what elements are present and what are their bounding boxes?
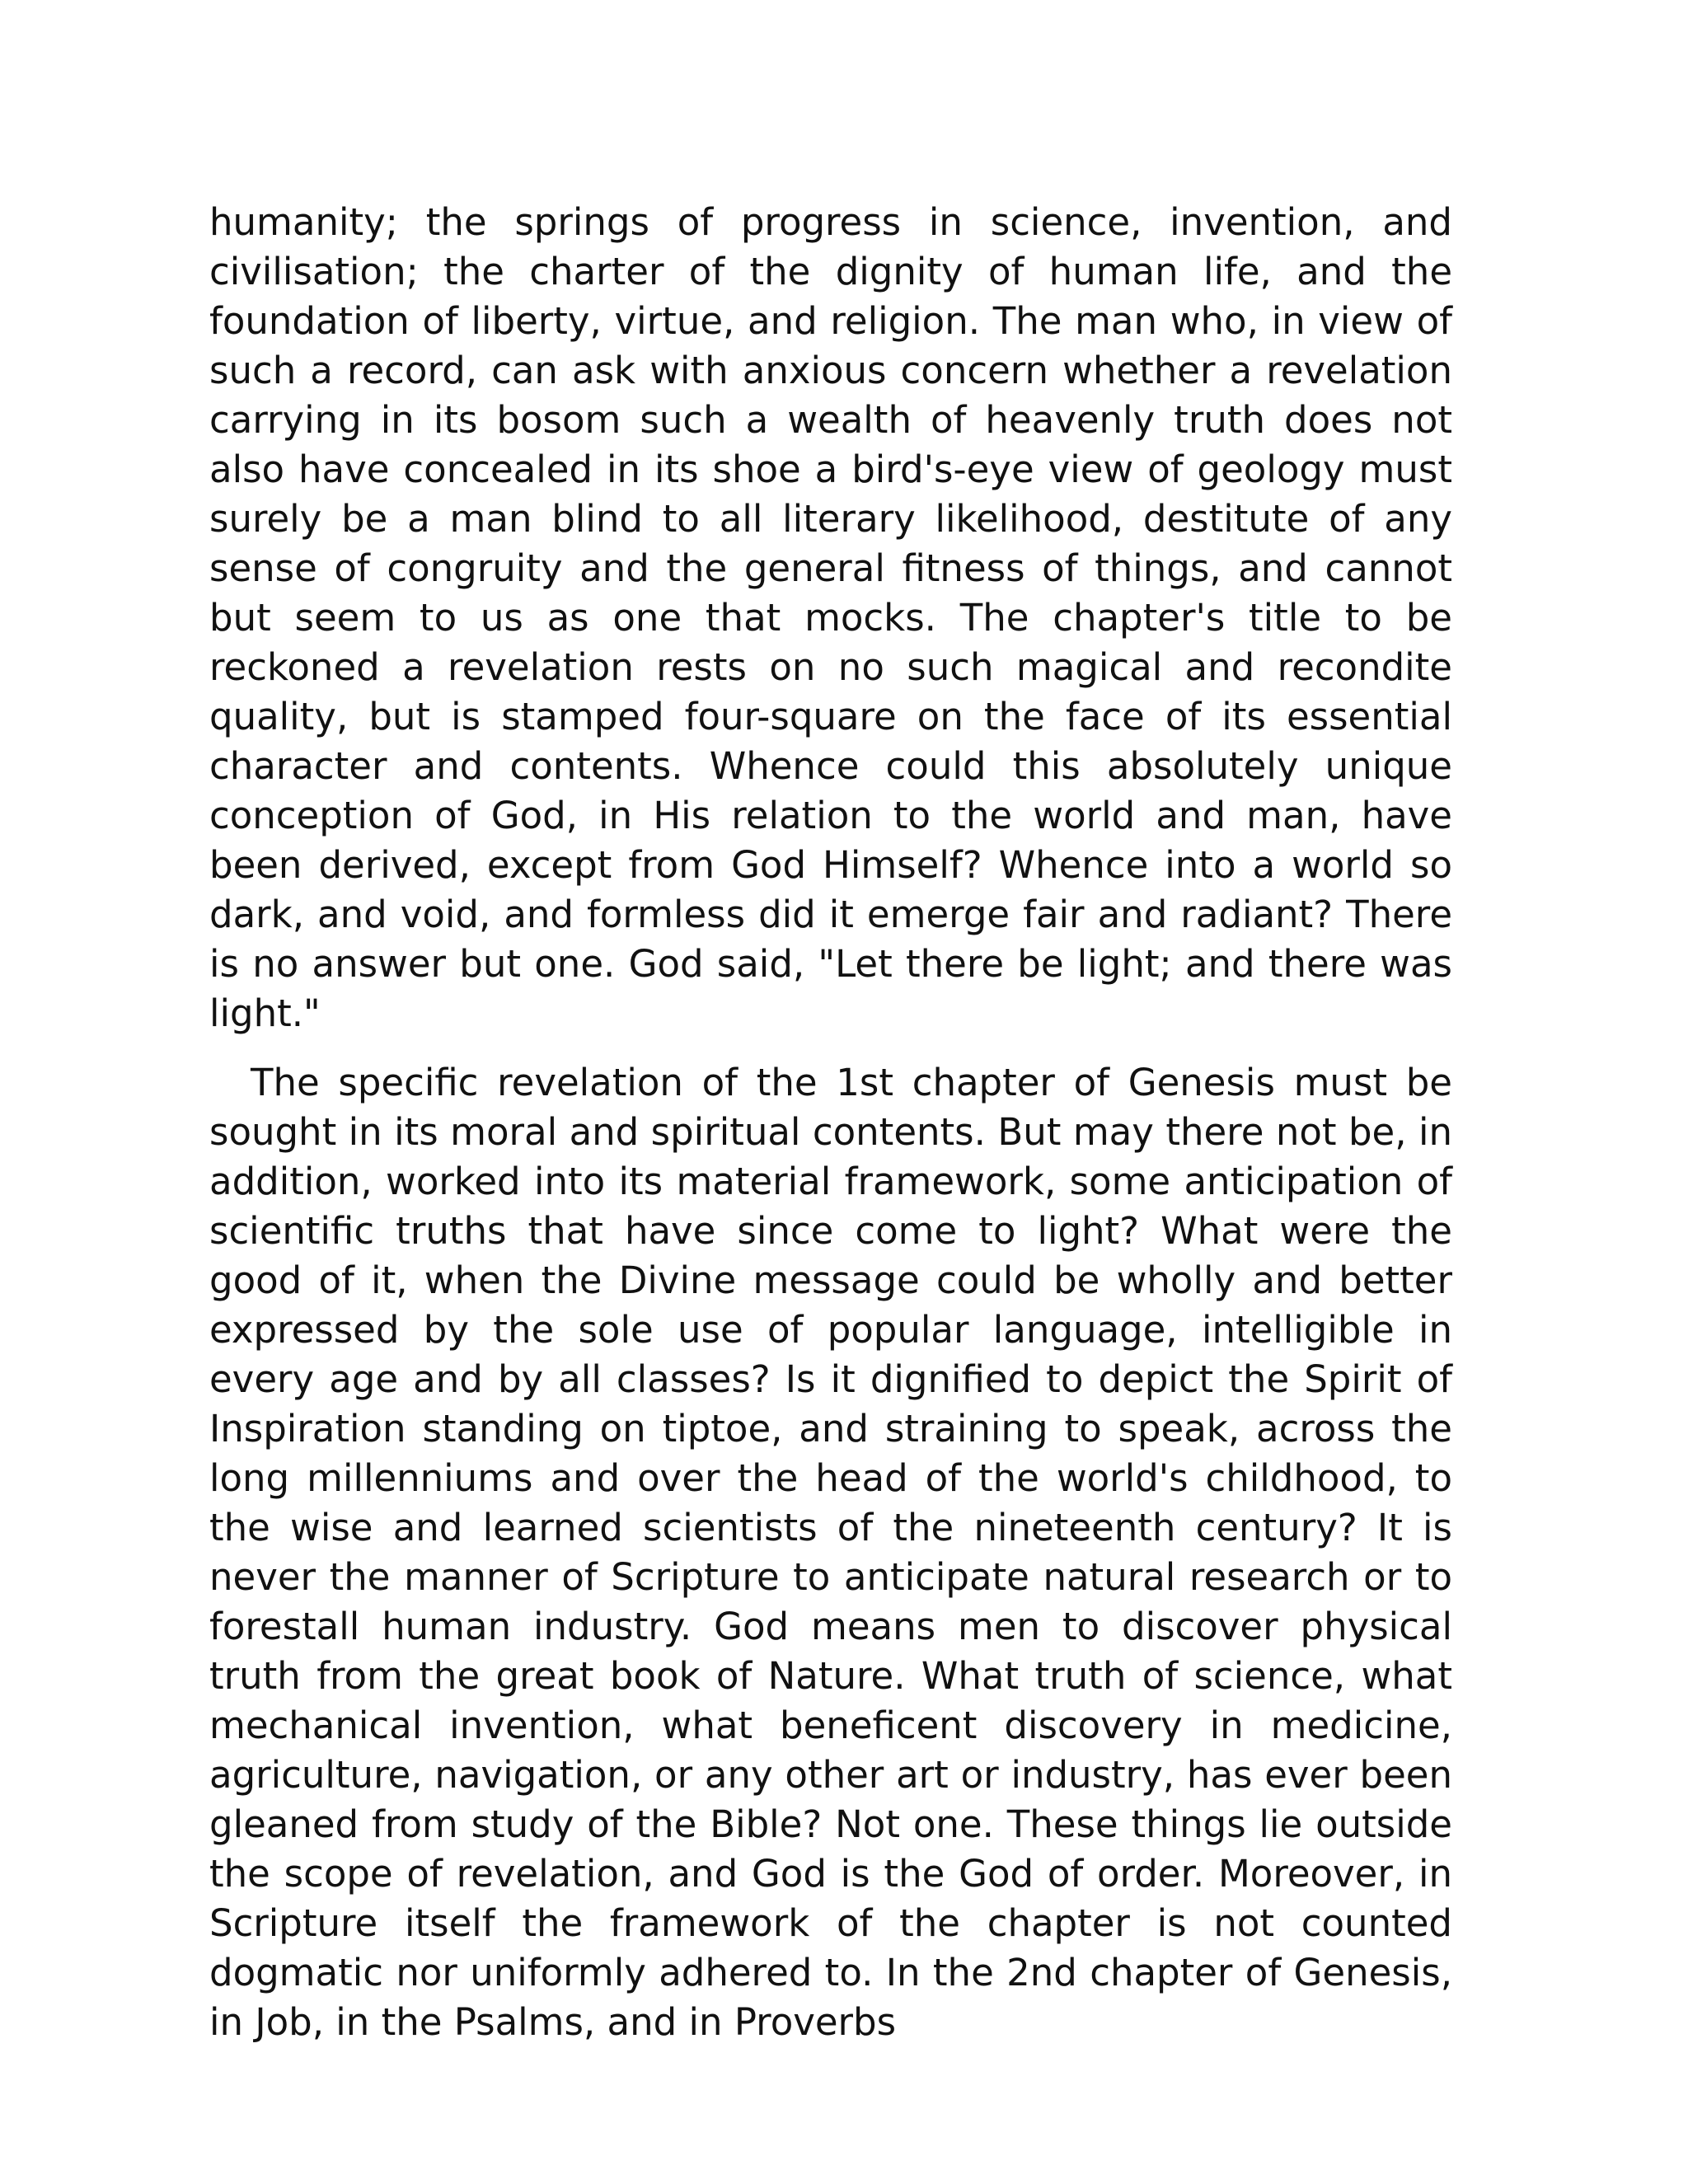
paragraph-1: humanity; the springs of progress in science, invention, and civilisation; the charter of the dignity of human life, and the foundation of liberty, virtue, and religion. The man who, in view of such a record, can ask with anxious concern whether a revelation carrying in its bosom such a wealth of heavenly truth does not also have concealed in its shoe a bird's-eye view of geology must surely be a man blind to all literary likelihood, destitute of any sense of congruity and the general fitness of things, and cannot but seem to us as one that mocks. The chapter's title to be reckoned a revelation rests on no such magical and recondite quality, but is stamped four-square on the face of its essential character and contents. Whence could this absolutely unique conception of God, in His relation to the world and man, have been derived, except from God Himself? Whence into a world so dark, and void, and formless did it emerge fair and radiant? There is no answer but one. God said, "Let there be light; and there was light."	[209, 200, 1452, 1035]
body-text	[209, 198, 1452, 2047]
paragraph-2: The specific revelation of the 1st chapter of Genesis must be sought in its moral and spiritual contents. But may there not be, in addition, worked into its material framework, some anticipation of scientific truths that have since come to light? What were the good of it, when the Divine message could be wholly and better expressed by the sole use of popular language, intelligible in every age and by all classes? Is it dignified to depict the Spirit of Inspiration standing on tiptoe, and straining to speak, across the long millenniums and over the head of the world's childhood, to the wise and learned scientists of the nineteenth century? It is never the manner of Scripture to anticipate natural research or to forestall human industry. God means men to discover physical truth from the great book of Nature. What truth of science, what mechanical invention, what beneficent discovery in medicine, agriculture, navigation, or any other art or industry, has ever been gleaned from study of the Bible? Not one. These things lie outside the scope of revelation, and God is the God of order. Moreover, in Scripture itself the framework of the chapter is not counted dogmatic nor uniformly adhered to. In the 2nd chapter of Genesis, in Job, in the Psalms, and in Proverbs	[209, 1061, 1452, 2044]
